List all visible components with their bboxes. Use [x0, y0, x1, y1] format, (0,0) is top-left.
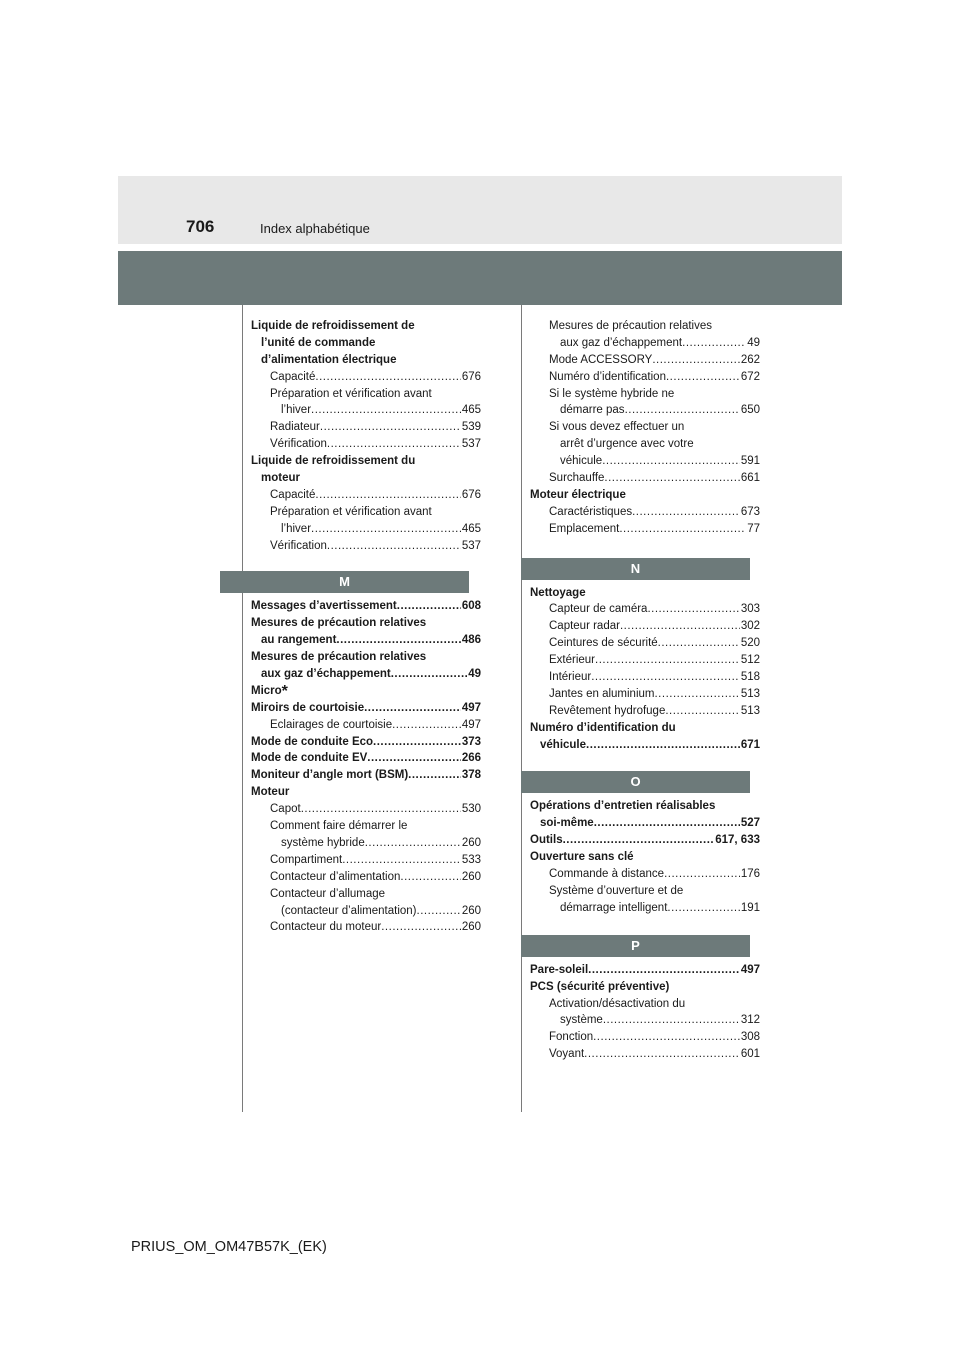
index-entry: Extérieur ..... 512 — [530, 652, 760, 669]
index-entry: Compartiment ..... 533 — [251, 852, 481, 869]
asterisk-mark: * — [281, 682, 288, 700]
letter-divider-p: P — [521, 935, 750, 957]
footer-doc-code: PRIUS_OM_OM47B57K_(EK) — [131, 1239, 327, 1255]
index-entry-cont: l’hiver ..... 465 — [251, 402, 481, 419]
index-entry-cont: système hybride ..... 260 — [251, 835, 481, 852]
index-heading: Outils ..... 617, 633 — [530, 832, 760, 849]
index-entry: Comment faire démarrer le — [270, 820, 408, 833]
section-title: Index alphabétique — [260, 221, 370, 236]
index-heading: Mesures de précaution relatives — [251, 617, 427, 630]
index-heading-cont: aux gaz d’échappement ..... 49 — [251, 666, 481, 683]
index-entry: Contacteur du moteur ..... 260 — [251, 919, 481, 936]
index-heading: Nettoyage — [530, 586, 586, 599]
index-entry: Ceintures de sécurité ..... 520 — [530, 635, 760, 652]
header-dark-bar — [118, 251, 842, 305]
letter-divider-o: O — [521, 771, 750, 793]
index-entry: Si le système hybride ne — [549, 387, 675, 400]
index-heading: Ouverture sans clé — [530, 851, 634, 864]
column-divider-left — [242, 305, 243, 1112]
index-entry: Capacité ..... 676 — [251, 487, 481, 504]
index-entry: Contacteur d’alimentation ..... 260 — [251, 869, 481, 886]
index-entry: Mode ACCESSORY ..... 262 — [530, 352, 760, 369]
index-entry: Emplacement ..... 77 — [530, 521, 760, 538]
index-entry: Si vous devez effectuer un — [549, 421, 685, 434]
index-heading: Moniteur d’angle mort (BSM) ..... 378 — [251, 767, 481, 784]
index-heading: Mode de conduite Eco ..... 373 — [251, 734, 481, 751]
index-heading-cont: l’unité de commande — [261, 336, 376, 349]
index-column-left — [251, 318, 481, 936]
index-heading: Messages d’avertissement ..... 608 — [251, 598, 481, 615]
index-entry: Fonction ..... 308 — [530, 1029, 760, 1046]
letter-divider-m: M — [220, 571, 469, 593]
index-entry-cont: démarrage intelligent ..... 191 — [530, 900, 760, 917]
index-column-right — [530, 318, 760, 1063]
index-entry: Contacteur d’allumage — [270, 887, 386, 900]
index-heading: Micro* — [251, 682, 288, 700]
index-heading: Mode de conduite EV ..... 266 — [251, 750, 481, 767]
index-entry-cont: (contacteur d’alimentation) ..... 260 — [251, 903, 481, 920]
index-heading-cont: d’alimentation électrique — [261, 353, 397, 366]
index-entry: Vérification ..... 537 — [251, 436, 481, 453]
index-entry: Intérieur ..... 518 — [530, 669, 760, 686]
index-entry: Commande à distance ..... 176 — [530, 866, 760, 883]
index-entry-cont: aux gaz d’échappement ..... 49 — [530, 335, 760, 352]
index-heading: Liquide de refroidissement de — [251, 320, 415, 332]
index-heading: Pare-soleil ..... 497 — [530, 962, 760, 979]
index-heading: Moteur électrique — [530, 488, 626, 501]
index-entry: Préparation et vérification avant — [270, 505, 432, 518]
index-heading-cont: véhicule ..... 671 — [530, 737, 760, 754]
index-entry: Capteur radar ..... 302 — [530, 618, 760, 635]
index-entry: Voyant ..... 601 — [530, 1046, 760, 1063]
index-heading: PCS (sécurité préventive) — [530, 980, 670, 993]
index-entry: Caractéristiques ..... 673 — [530, 504, 760, 521]
index-entry: Surchauffe ..... 661 — [530, 470, 760, 487]
index-heading: Miroirs de courtoisie ..... 497 — [251, 700, 481, 717]
index-entry: Eclairages de courtoisie ..... 497 — [251, 717, 481, 734]
index-heading: Liquide de refroidissement du — [251, 455, 416, 468]
index-entry: Revêtement hydrofuge ..... 513 — [530, 703, 760, 720]
index-entry: Numéro d’identification ..... 672 — [530, 369, 760, 386]
index-heading: Mesures de précaution relatives — [251, 651, 427, 664]
index-entry: Capacité ..... 676 — [251, 369, 481, 386]
index-heading: Numéro d’identification du — [530, 721, 676, 734]
index-entry: Radiateur ..... 539 — [251, 419, 481, 436]
index-entry: Capteur de caméra ..... 303 — [530, 601, 760, 618]
page-number: 706 — [186, 217, 215, 236]
index-entry-cont: l’hiver ..... 465 — [251, 521, 481, 538]
index-entry: Activation/désactivation du — [549, 997, 686, 1010]
index-heading-cont: moteur — [261, 472, 300, 485]
index-entry: Jantes en aluminium ..... 513 — [530, 686, 760, 703]
index-entry-cont: système ..... 312 — [530, 1012, 760, 1029]
header-band — [118, 176, 842, 244]
index-entry-cont: arrêt d’urgence avec votre — [560, 438, 694, 451]
index-entry: Système d’ouverture et de — [549, 884, 684, 897]
index-heading: Moteur — [251, 786, 290, 799]
index-heading-cont: soi-même ..... 527 — [530, 815, 760, 832]
letter-divider-n: N — [521, 558, 750, 580]
index-entry: Mesures de précaution relatives — [549, 320, 712, 332]
index-heading-cont: au rangement ..... 486 — [251, 632, 481, 649]
index-heading: Opérations d’entretien réalisables — [530, 800, 716, 813]
column-divider-right — [521, 305, 522, 1112]
index-entry: Capot ..... 530 — [251, 801, 481, 818]
index-entry-cont: démarre pas ..... 650 — [530, 402, 760, 419]
index-entry: Préparation et vérification avant — [270, 387, 432, 400]
index-entry: Vérification ..... 537 — [251, 538, 481, 555]
index-entry-cont: véhicule ..... 591 — [530, 453, 760, 470]
